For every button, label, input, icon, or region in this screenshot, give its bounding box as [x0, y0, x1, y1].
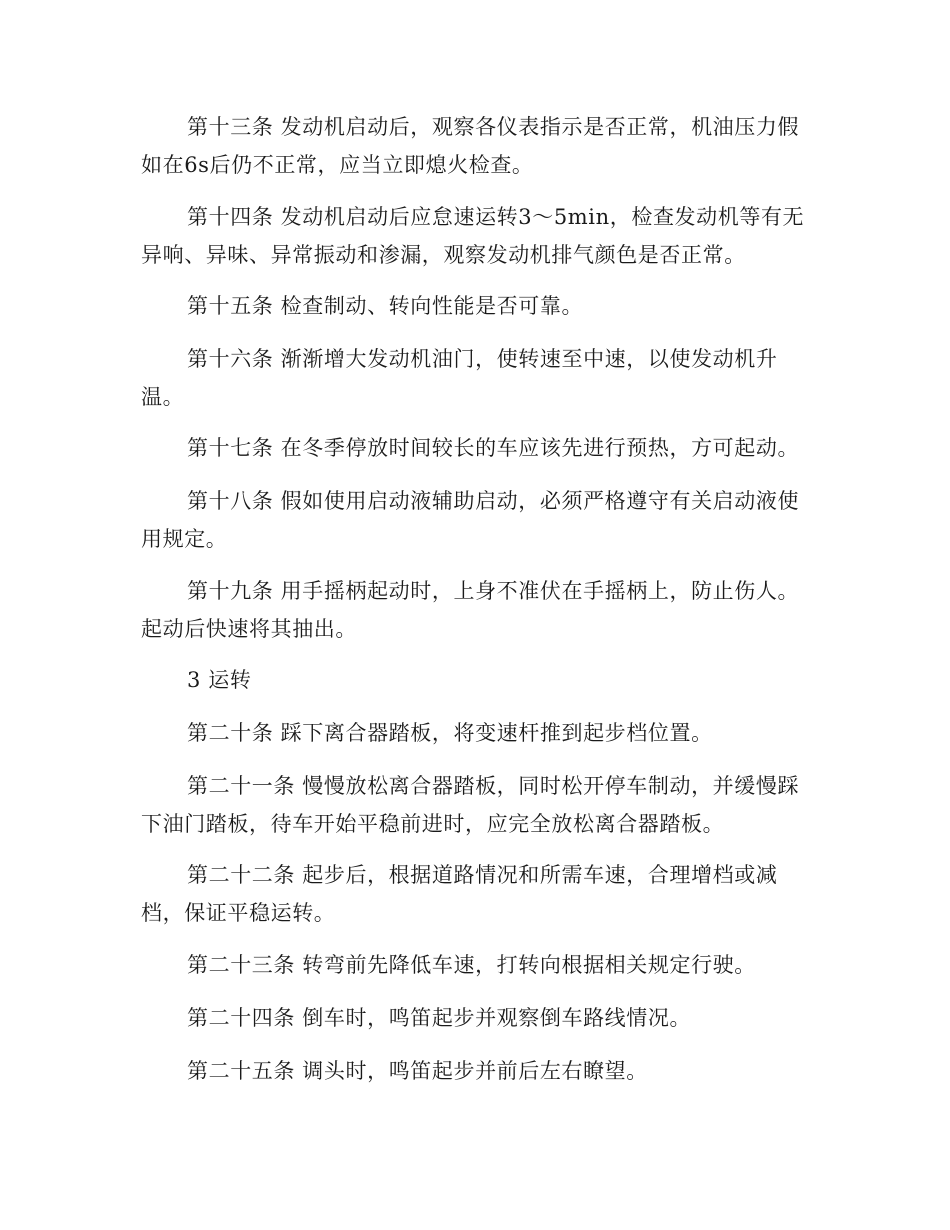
paragraph-article-16: 第十六条 渐渐增大发动机油门，使转速至中速，以使发动机升温。	[141, 347, 778, 409]
paragraph-article-18: 第十八条 假如使用启动液辅助启动，必须严格遵守有关启动液使用规定。	[141, 489, 800, 551]
paragraph-article-20: 第二十条 踩下离合器踏板，将变速杆推到起步档位置。	[187, 721, 713, 745]
paragraph-article-22: 第二十二条 起步后，根据道路情况和所需车速，合理增档或减档，保证平稳运转。	[141, 863, 778, 925]
paragraph-article-25: 第二十五条 调头时，鸣笛起步并前后左右瞭望。	[187, 1059, 648, 1083]
paragraph-article-17: 第十七条 在冬季停放时间较长的车应该先进行预热，方可起动。	[187, 436, 800, 460]
section-heading-operation: 3 运转	[187, 668, 252, 692]
paragraph-article-24: 第二十四条 倒车时，鸣笛起步并观察倒车路线情况。	[187, 1006, 692, 1030]
paragraph-article-14: 第十四条 发动机启动后应怠速运转3～5min，检查发动机等有无异响、异味、异常振动和渗漏，观察发动机排气颜色是否正常。	[141, 205, 805, 267]
paragraph-article-23: 第二十三条 转弯前先降低车速，打转向根据相关规定行驶。	[187, 953, 756, 977]
paragraph-article-19: 第十九条 用手摇柄起动时，上身不准伏在手摇柄上，防止伤人。起动后快速将其抽出。	[141, 579, 800, 641]
paragraph-article-15: 第十五条 检查制动、转向性能是否可靠。	[187, 294, 584, 318]
paragraph-article-21: 第二十一条 慢慢放松离合器踏板，同时松开停车制动，并缓慢踩下油门踏板，待车开始平稳前进时，应完全放松离合器踏板。	[141, 774, 800, 836]
paragraph-article-13: 第十三条 发动机启动后，观察各仪表指示是否正常，机油压力假如在6s后仍不正常，应当立即熄火检查。	[141, 115, 800, 177]
